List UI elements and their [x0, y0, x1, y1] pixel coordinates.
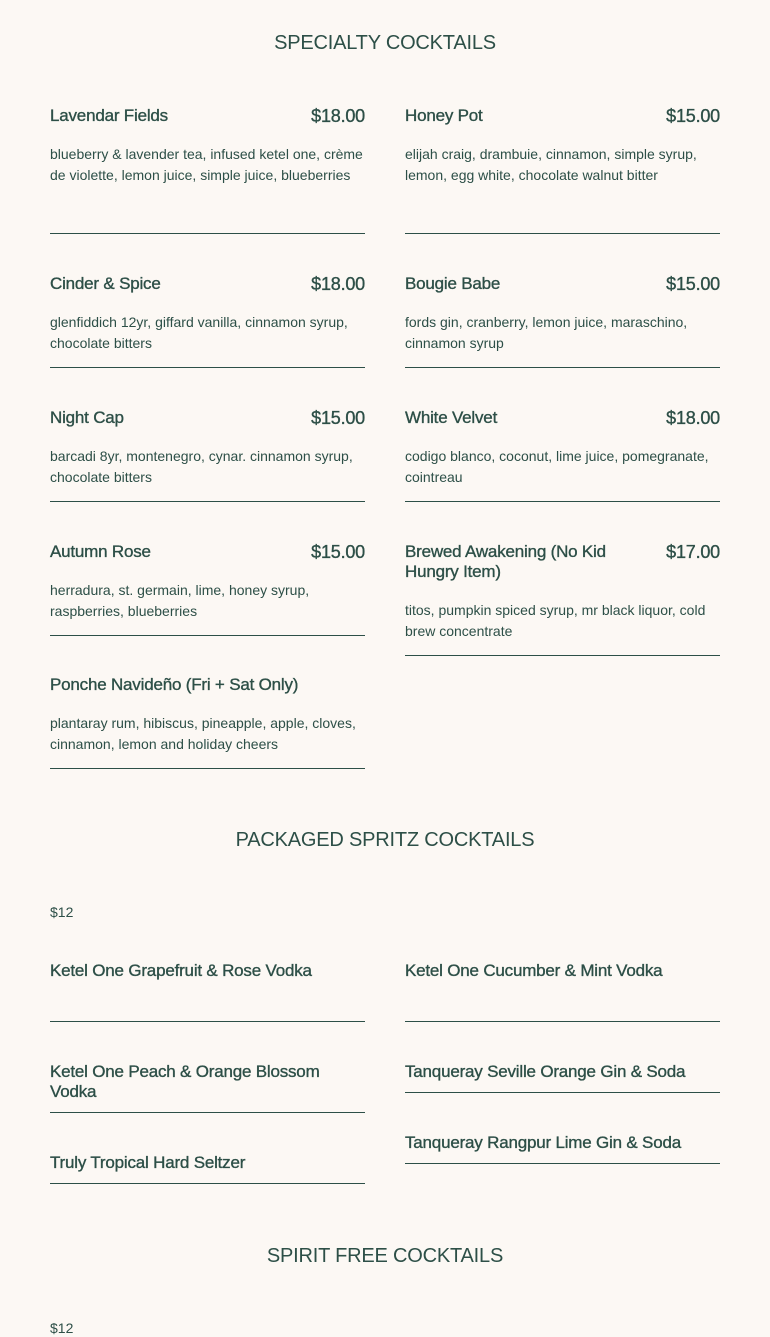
item-description: plantaray rum, hibiscus, pineapple, apple, cloves, cinnamon, lemon and holiday cheers: [50, 715, 356, 752]
menu-item: [405, 951, 720, 1022]
item-description: barcadi 8yr, montenegro, cynar. cinnamon syrup, chocolate bitters: [50, 448, 353, 485]
item-name: White Velvet: [405, 408, 498, 427]
menu-item: [50, 1022, 365, 1113]
item-description: codigo blanco, coconut, lime juice, pomegranate, cointreau: [405, 448, 709, 485]
item-name: Bougie Babe: [405, 274, 501, 293]
item-name: Brewed Awakening (No Kid Hungry Item): [405, 542, 606, 581]
item-name: Honey Pot: [405, 106, 483, 125]
menu-item: [405, 1093, 720, 1164]
menu-item: [405, 1022, 720, 1093]
item-name: Lavendar Fields: [50, 106, 168, 125]
item-description: elijah craig, drambuie, cinnamon, simple syrup, lemon, egg white, chocolate walnut bitter: [405, 146, 697, 183]
item-price: $15.00: [311, 408, 365, 428]
menu-item: [50, 502, 365, 636]
menu-item: [50, 100, 365, 234]
item-name: Autumn Rose: [50, 542, 151, 561]
item-price: $15.00: [311, 542, 365, 562]
menu-item: [405, 234, 720, 368]
item-description: titos, pumpkin spiced syrup, mr black liquor, cold brew concentrate: [405, 602, 706, 639]
menu-item: [50, 1113, 365, 1184]
item-price: $15.00: [666, 106, 720, 126]
item-name: Ponche Navideño (Fri + Sat Only): [50, 675, 299, 694]
item-name: Tanqueray Seville Orange Gin & Soda: [405, 1062, 686, 1081]
menu-item: [50, 234, 365, 368]
item-description: glenfiddich 12yr, giffard vanilla, cinnamon syrup, chocolate bitters: [50, 314, 348, 351]
menu-item: [50, 368, 365, 502]
section-title-specialty: SPECIALTY COCKTAILS: [274, 32, 496, 54]
item-name: Cinder & Spice: [50, 274, 161, 293]
item-name: Ketel One Cucumber & Mint Vodka: [405, 961, 663, 980]
section-price-note: $12: [50, 1320, 74, 1336]
item-name: Truly Tropical Hard Seltzer: [50, 1153, 246, 1172]
section-title-spritz: PACKAGED SPRITZ COCKTAILS: [235, 829, 535, 851]
item-price: $18.00: [311, 106, 365, 126]
menu-item: [405, 502, 720, 656]
menu-item: [50, 636, 365, 769]
item-name: Tanqueray Rangpur Lime Gin & Soda: [405, 1133, 681, 1152]
item-description: blueberry & lavender tea, infused ketel one, crème de violette, lemon juice, simple juice, blueberries: [50, 146, 363, 183]
item-price: $15.00: [666, 274, 720, 294]
section-title-spirit-free: SPIRIT FREE COCKTAILS: [266, 1245, 504, 1267]
specialty-column-left: [50, 100, 365, 769]
menu-item: [405, 368, 720, 502]
specialty-column-right: [405, 100, 720, 656]
section-price-note: $12: [50, 904, 74, 920]
menu-item: [405, 100, 720, 234]
item-price: $17.00: [666, 542, 720, 562]
item-name: Night Cap: [50, 408, 124, 427]
item-name: Ketel One Peach & Orange Blossom Vodka: [50, 1062, 320, 1101]
item-description: fords gin, cranberry, lemon juice, maraschino, cinnamon syrup: [405, 314, 688, 351]
item-price: $18.00: [666, 408, 720, 428]
item-description: herradura, st. germain, lime, honey syrup, raspberries, blueberries: [50, 582, 310, 619]
item-name: Ketel One Grapefruit & Rose Vodka: [50, 961, 312, 980]
menu-item: [50, 951, 365, 1022]
item-price: $18.00: [311, 274, 365, 294]
spritz-column-left: [50, 951, 365, 1184]
spritz-column-right: [405, 951, 720, 1164]
